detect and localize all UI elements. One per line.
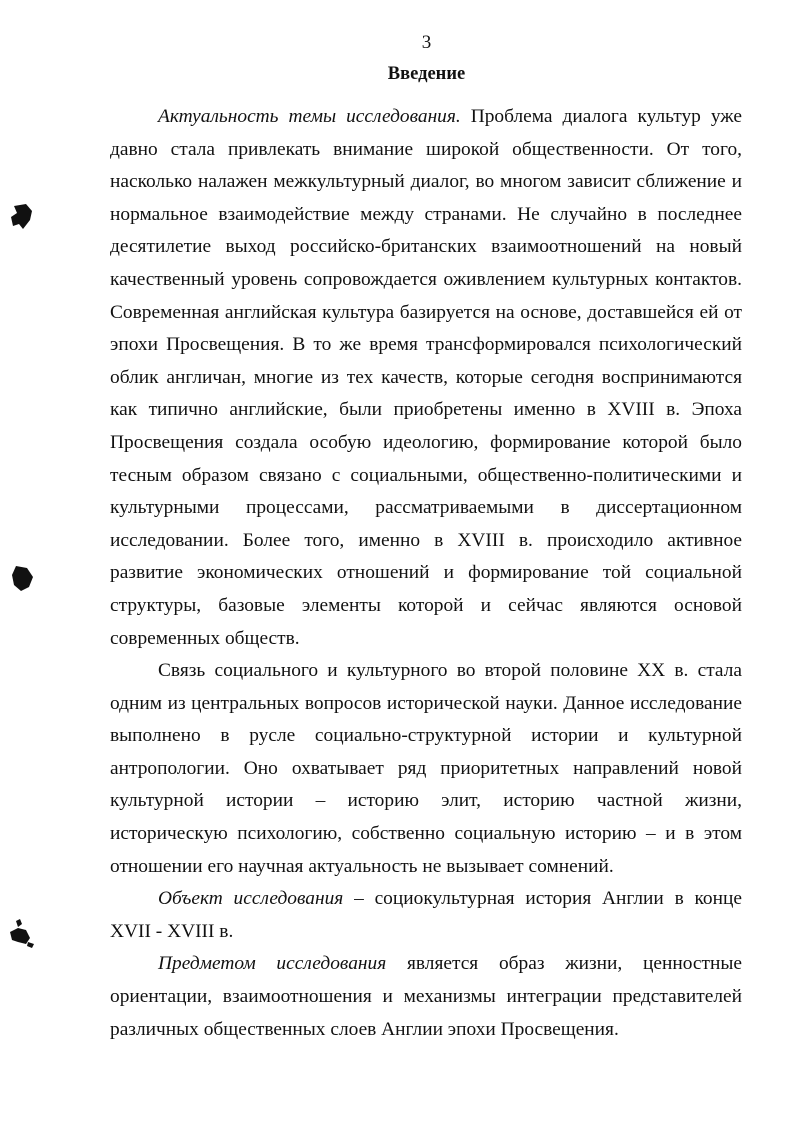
page-number: 3 [421,32,432,53]
paragraph-text: Связь социального и культурного во второй половине XX в. стала одним из центральных вопросов исторической науки. Данное исследование выполнено в русле социально-структурной истории и культурной антропологии. Оно охватывает ряд приоритетных направлений новой культурной истории – историю элит, историю частной жизни, историческую психологию, собственно социальную историю – и в этом отношении его научная актуальность не вызывает сомнений. [110,660,742,877]
paragraph-subject [110,948,742,1046]
paragraph-social-cultural [110,655,742,883]
section-heading: Введение [387,64,466,84]
punch-hole-mark-bottom [6,918,38,950]
paragraph-lead: Объект исследования [158,888,344,910]
paragraph-text: – социокультурная история Англии в конце XVII - XVIII в. [110,888,742,942]
punch-hole-mark-top [8,202,36,232]
paragraph-text: Проблема диалога культур уже давно стала привлекать внимание широкой общественности. От того, насколько налажен межкультурный диалог, во многом зависит сближение и нормальное взаимодействие между странами. Не случайно в последнее десятилетие выход российско-британских взаимоотношений на новый качественный уровень сопровождается оживлением культурных контактов. Современная английская культура базируется на основе, доставшейся ей от эпохи Просвещения. В то же время трансформировался психологический облик англичан, многие из тех качеств, которые сегодня воспринимаются как типично английские, были приобретены именно в XVIII в. Эпоха Просвещения создала особую идеологию, формирование которой было тесным образом связано с социальными, общественно-политическими и культурными процессами, рассматриваемыми в диссертационном исследовании. Более того, именно в XVIII в. происходило активное развитие экономических отношений и формирование той социальной структуры, базовые элементы которой и сейчас являются основой современных обществ. [110,106,743,649]
paragraph-text: является образ жизни, ценностные ориентации, взаимоотношения и механизмы интеграции представителей различных общественных слоев Англии эпохи Просвещения. [110,953,742,1040]
paragraph-lead: Предметом исследования [158,953,387,975]
punch-hole-mark-middle [8,563,36,593]
paragraph-object [110,883,742,948]
paragraph-relevance [110,101,742,655]
paragraph-lead: Актуальность темы исследования. [158,106,461,127]
body-text [110,101,742,1046]
